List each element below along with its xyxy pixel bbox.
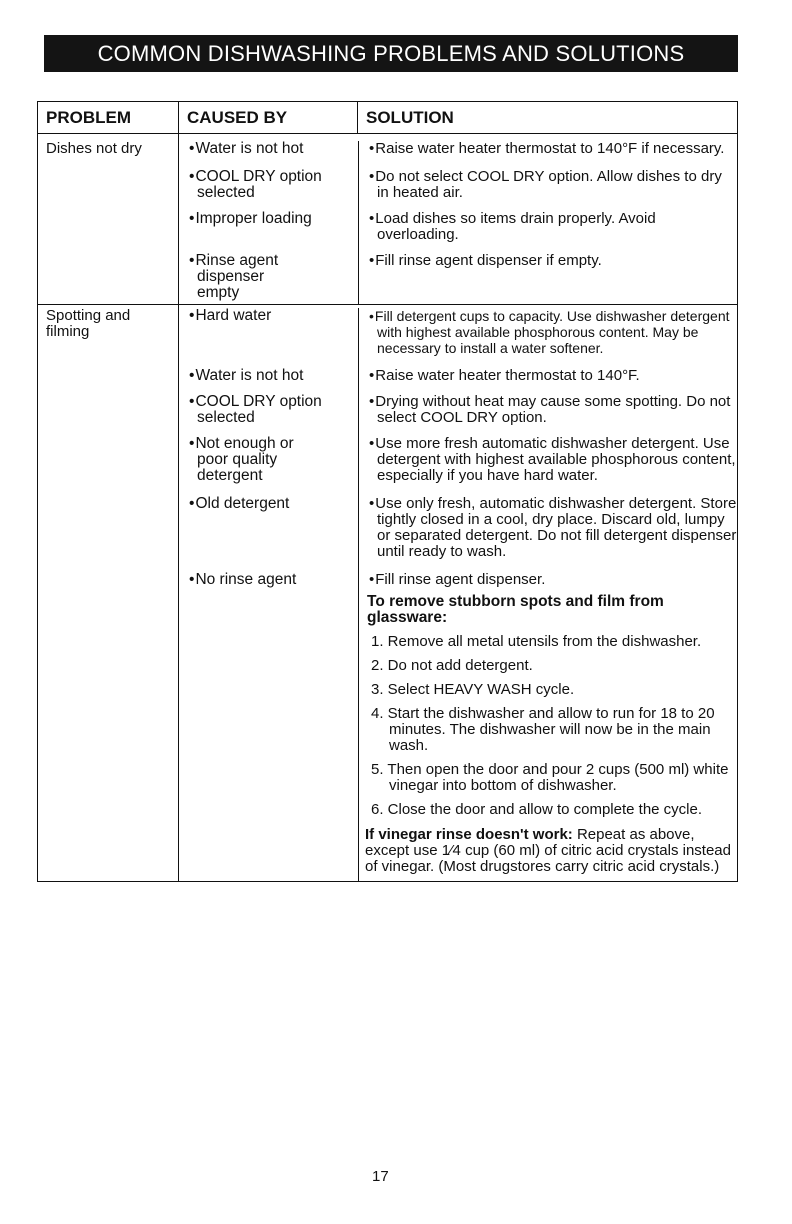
problem-cell: Dishes not dry (38, 134, 179, 305)
stubborn-spots-title: To remove stubborn spots and film from glassware: (367, 593, 664, 626)
page-number: 17 (372, 1168, 389, 1185)
section-banner: COMMON DISHWASHING PROBLEMS AND SOLUTIONS (44, 35, 738, 72)
cause-solution-pair (179, 308, 737, 356)
table-row (38, 134, 738, 305)
header-problem: PROBLEM (38, 102, 179, 134)
cause-text: • Hard water (187, 308, 358, 324)
cause-text: • Water is not hot (187, 368, 358, 384)
cause-text: • Rinse agent dispenser empty (187, 253, 307, 301)
vinegar-text: Repeat as above, except use 1⁄4 cup (60 ml) of citric acid crystals instead of vinegar. (Most drugstores carry citric acid crystals.) (365, 826, 731, 875)
cause-text: • Improper loading (187, 211, 358, 227)
solution-text: • Raise water heater thermostat to 140°F. (367, 368, 737, 384)
header-caused-by: CAUSED BY (179, 102, 358, 134)
step-item: 6. Close the door and allow to complete the cycle. (371, 801, 703, 818)
cause-solution-pair (179, 243, 737, 304)
cause-solution-pair (179, 157, 737, 201)
problem-text: Spotting and filming (46, 307, 131, 340)
cause-solution-pair (179, 141, 737, 157)
solution-text: • Fill rinse agent dispenser if empty. (367, 253, 737, 269)
solution-text: • Do not select COOL DRY option. Allow dishes to dry in heated air. (367, 169, 737, 201)
cause-text: • COOL DRY option selected (187, 394, 327, 426)
problems-table (37, 101, 738, 882)
cause-solution-pair (179, 384, 737, 426)
cause-solution-pair (179, 356, 737, 384)
solution-text: • Drying without heat may cause some spotting. Do not select COOL DRY option. (367, 394, 737, 426)
step-item: 2. Do not add detergent. (371, 657, 533, 674)
header-solution: SOLUTION (358, 102, 738, 134)
stubborn-spots-section (179, 588, 737, 881)
cause-text: • Water is not hot (187, 141, 358, 157)
table-row (38, 305, 738, 882)
solution-text: • Fill rinse agent dispenser. (367, 572, 737, 588)
cause-solution-pair (179, 484, 737, 560)
cause-text: • No rinse agent (187, 572, 358, 588)
cause-solution-pair (179, 560, 737, 588)
cause-solution-pair (179, 426, 737, 484)
solution-text: • Use more fresh automatic dishwasher detergent. Use detergent with highest available phosphorous content, especially if you have hard water. (367, 436, 737, 484)
step-item: 1. Remove all metal utensils from the dishwasher. (371, 633, 702, 650)
cause-text: • Not enough or poor quality detergent (187, 436, 307, 484)
cause-solution-block (179, 134, 738, 305)
solution-text: • Load dishes so items drain properly. Avoid overloading. (367, 211, 737, 243)
solution-text: • Fill detergent cups to capacity. Use dishwasher detergent with highest available phosphorous content. May be necessary to install a water softener. (367, 308, 737, 356)
step-item: 4. Start the dishwasher and allow to run for 18 to 20 minutes. The dishwasher will now be in the main wash. (371, 705, 715, 754)
vinegar-note (359, 827, 737, 881)
vinegar-label: If vinegar rinse doesn't work: (365, 826, 573, 843)
cause-text: • Old detergent (187, 496, 358, 512)
cause-solution-block (179, 305, 738, 882)
solution-text: • Use only fresh, automatic dishwasher detergent. Store tightly closed in a cool, dry place. Discard old, lumpy or separated detergent. Do not fill detergent dispenser until ready to wash. (367, 496, 737, 560)
cause-solution-pair (179, 201, 737, 243)
cause-text: • COOL DRY option selected (187, 169, 358, 201)
step-item: 5. Then open the door and pour 2 cups (500 ml) white vinegar into bottom of dishwasher. (371, 761, 729, 794)
step-item: 3. Select HEAVY WASH cycle. (371, 681, 575, 698)
solution-text: • Raise water heater thermostat to 140°F if necessary. (367, 141, 737, 157)
problem-cell (38, 305, 179, 882)
